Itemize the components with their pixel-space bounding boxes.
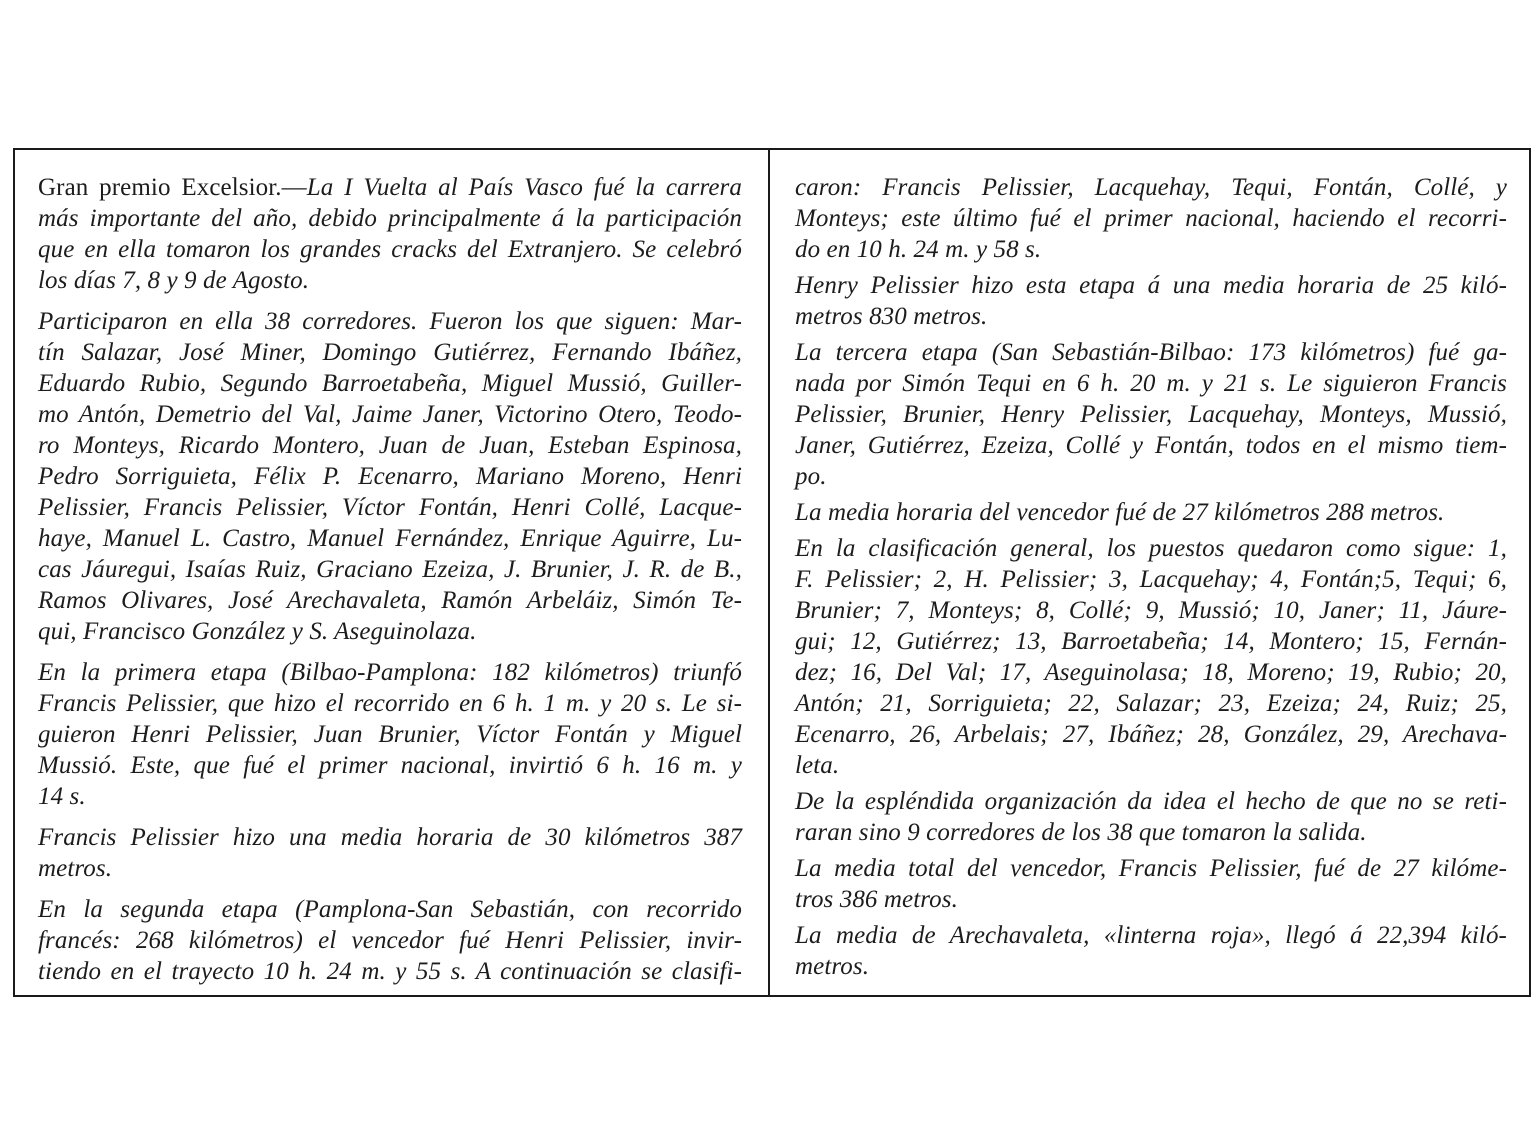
text-line: que en ella tomaron los grandes cracks del Extranjero. Se celebró: [38, 236, 742, 263]
text-line: F. Pelissier; 2, H. Pelissier; 3, Lacquehay; 4, Fontán;5, Tequi; 6,: [795, 566, 1507, 593]
paragraph: [795, 853, 1507, 915]
text-line: dez; 16, Del Val; 17, Aseguinolasa; 18, Moreno; 19, Rubio; 20,: [795, 659, 1507, 686]
text-line: Mussió. Este, que fué el primer nacional, invirtió 6 h. 16 m. y: [38, 752, 742, 779]
paragraph: [795, 920, 1507, 982]
text-line: raran sino 9 corredores de los 38 que tomaron la salida.: [795, 819, 1367, 846]
text-line: Brunier; 7, Monteys; 8, Collé; 9, Mussió; 10, Janer; 11, Jáure-: [795, 597, 1507, 624]
text-line: francés: 268 kilómetros) el vencedor fué Henri Pelissier, invir-: [38, 927, 742, 954]
text-line: Antón; 21, Sorriguieta; 22, Salazar; 23, Ezeiza; 24, Ruiz; 25,: [795, 690, 1507, 717]
paragraph: [38, 172, 742, 296]
text-line: ro Monteys, Ricardo Montero, Juan de Juan, Esteban Espinosa,: [38, 432, 742, 459]
text-line: guieron Henri Pelissier, Juan Brunier, Víctor Fontán y Miguel: [38, 721, 742, 748]
column-divider: [768, 150, 770, 995]
paragraph: [795, 172, 1507, 265]
paragraph: [795, 270, 1507, 332]
text-line: Pelissier, Francis Pelissier, Víctor Fontán, Henri Collé, Lacque-: [38, 494, 742, 521]
text-line: Henry Pelissier hizo esta etapa á una media horaria de 25 kiló-: [795, 272, 1507, 299]
text-line: Gran premio Excelsior.—La I Vuelta al País Vasco fué la carrera: [38, 174, 742, 201]
text-line: En la segunda etapa (Pamplona-San Sebastián, con recorrido: [38, 896, 742, 923]
text-line: En la primera etapa (Bilbao-Pamplona: 182 kilómetros) triunfó: [38, 659, 742, 686]
text-line: La tercera etapa (San Sebastián-Bilbao: 173 kilómetros) fué ga-: [795, 339, 1507, 366]
text-line: Pedro Sorriguieta, Félix P. Ecenarro, Mariano Moreno, Henri: [38, 463, 742, 490]
text-line: La media horaria del vencedor fué de 27 kilómetros 288 metros.: [795, 499, 1445, 526]
text-line: metros.: [795, 953, 870, 980]
text-line: qui, Francisco González y S. Aseguinolaza.: [38, 618, 477, 645]
right-column: [795, 172, 1507, 987]
text-line: tiendo en el trayecto 10 h. 24 m. y 55 s. A continuación se clasifi-: [38, 958, 742, 985]
paragraph: [38, 894, 742, 987]
text-line: mo Antón, Demetrio del Val, Jaime Janer, Victorino Otero, Teodo-: [38, 401, 742, 428]
text-line: tros 386 metros.: [795, 886, 958, 913]
text-line: Monteys; este último fué el primer nacional, haciendo el recorri-: [795, 205, 1507, 232]
text-line: De la espléndida organización da idea el hecho de que no se reti-: [795, 788, 1507, 815]
text-line: leta.: [795, 752, 840, 779]
page-frame: [13, 148, 1531, 997]
text-line: Francis Pelissier hizo una media horaria de 30 kilómetros 387: [38, 824, 742, 851]
text-line: La media de Arechavaleta, «linterna roja», llegó á 22,394 kiló-: [795, 922, 1507, 949]
text-line: En la clasificación general, los puestos quedaron como sigue: 1,: [795, 535, 1507, 562]
left-column: [38, 172, 742, 997]
paragraph: [795, 497, 1507, 528]
paragraph: [38, 306, 742, 647]
text-line: Ramos Olivares, José Arechavaleta, Ramón Arbeláiz, Simón Te-: [38, 587, 742, 614]
text-line: tín Salazar, José Miner, Domingo Gutiérrez, Fernando Ibáñez,: [38, 339, 742, 366]
text-line: los días 7, 8 y 9 de Agosto.: [38, 267, 310, 294]
text-line: haye, Manuel L. Castro, Manuel Fernández, Enrique Aguirre, Lu-: [38, 525, 742, 552]
text-line: Francis Pelissier, que hizo el recorrido en 6 h. 1 m. y 20 s. Le si-: [38, 690, 742, 717]
text-line: po.: [795, 463, 827, 490]
paragraph: [795, 533, 1507, 781]
paragraph: [795, 337, 1507, 492]
text-line: nada por Simón Tequi en 6 h. 20 m. y 21 s. Le siguieron Francis: [795, 370, 1507, 397]
text-line: Eduardo Rubio, Segundo Barroetabeña, Miguel Mussió, Guiller-: [38, 370, 742, 397]
text-line: más importante del año, debido principalmente á la participación: [38, 205, 742, 232]
text-line: do en 10 h. 24 m. y 58 s.: [795, 236, 1042, 263]
paragraph: [38, 657, 742, 812]
text-line: Janer, Gutiérrez, Ezeiza, Collé y Fontán, todos en el mismo tiem-: [795, 432, 1507, 459]
text-line: cas Jáuregui, Isaías Ruiz, Graciano Ezeiza, J. Brunier, J. R. de B.,: [38, 556, 742, 583]
paragraph-lead: Gran premio Excelsior.—: [38, 174, 307, 201]
text-line: Pelissier, Brunier, Henry Pelissier, Lacquehay, Monteys, Mussió,: [795, 401, 1507, 428]
text-line: Participaron en ella 38 corredores. Fueron los que siguen: Mar-: [38, 308, 742, 335]
text-line: caron: Francis Pelissier, Lacquehay, Tequi, Fontán, Collé, y: [795, 174, 1507, 201]
paragraph: [38, 822, 742, 884]
text-line: metros.: [38, 855, 113, 882]
text-line: 14 s.: [38, 783, 86, 810]
text-line: Ecenarro, 26, Arbelais; 27, Ibáñez; 28, González, 29, Arechava-: [795, 721, 1507, 748]
text-line: metros 830 metros.: [795, 303, 988, 330]
paragraph: [795, 786, 1507, 848]
text-line: La media total del vencedor, Francis Pelissier, fué de 27 kilóme-: [795, 855, 1507, 882]
text-line: gui; 12, Gutiérrez; 13, Barroetabeña; 14, Montero; 15, Fernán-: [795, 628, 1507, 655]
